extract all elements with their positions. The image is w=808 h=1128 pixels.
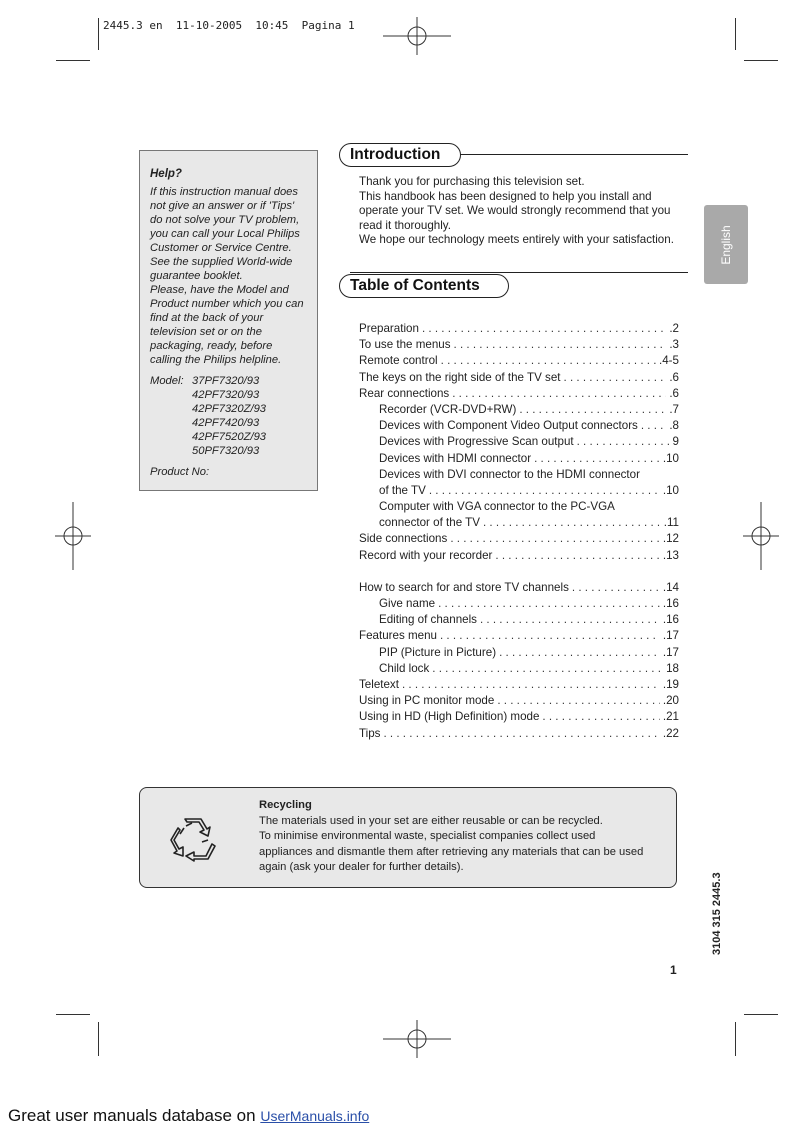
toc-leader <box>519 403 666 416</box>
toc-entry-label: Record with your recorder <box>359 548 493 562</box>
toc-entry-label: How to search for and store TV channels <box>359 580 569 594</box>
intro-line: read it thoroughly. <box>359 218 451 232</box>
table-of-contents <box>359 322 679 743</box>
intro-line: operate your TV set. We would strongly recommend that you <box>359 204 671 217</box>
toc-entry-page: .19 <box>662 677 679 691</box>
toc-entry[interactable] <box>359 710 679 726</box>
crop-mark <box>735 1022 736 1056</box>
page-number: 1 <box>670 963 677 977</box>
toc-entry[interactable] <box>359 597 679 613</box>
toc-entry[interactable] <box>359 354 679 370</box>
intro-line: We hope our technology meets entirely with your satisfaction. <box>359 233 674 246</box>
toc-entry[interactable] <box>359 678 679 694</box>
toc-heading: Table of Contents <box>339 274 509 298</box>
introduction-text <box>359 175 689 248</box>
toc-entry-page: .17 <box>662 629 679 643</box>
toc-entry-page: .12 <box>662 532 679 546</box>
toc-leader <box>480 613 660 626</box>
footer-text: Great user manuals database on <box>8 1106 261 1125</box>
crop-mark <box>98 18 99 50</box>
model-number: 42PF7320Z/93 <box>192 403 267 415</box>
registration-mark-icon <box>743 502 779 570</box>
model-number: 42PF7320/93 <box>192 389 260 401</box>
toc-entry-label: Devices with DVI connector to the HDMI connector <box>379 467 640 481</box>
toc-leader <box>497 694 660 707</box>
toc-entry-label: Preparation <box>359 322 419 335</box>
crop-mark <box>98 1022 99 1056</box>
toc-entry-page: .3 <box>669 338 679 352</box>
toc-entry-label: of the TV <box>379 483 426 497</box>
toc-entry[interactable] <box>359 403 679 419</box>
help-text: If this instruction manual does not give an answer or if 'Tips' do not solve your TV problem, you can call your Local Philips Customer or Service Centre. See the supplied World-wide guarantee booklet. <box>150 186 300 282</box>
toc-entry-label: Editing of channels <box>379 613 477 627</box>
toc-leader <box>495 549 659 562</box>
toc-entry-label: Recorder (VCR-DVD+RW) <box>379 402 517 416</box>
toc-leader <box>483 516 661 529</box>
product-number-label: Product No: <box>150 466 210 478</box>
toc-leader <box>452 387 666 400</box>
recycling-text <box>259 798 669 876</box>
toc-entry-label: PIP (Picture in Picture) <box>379 645 497 659</box>
toc-entry-label: Remote control <box>359 354 438 368</box>
model-list <box>150 374 307 458</box>
section-rule <box>350 272 688 273</box>
crop-mark <box>735 18 736 50</box>
toc-entry-label: Devices with Progressive Scan output <box>379 435 574 449</box>
toc-entry-label: Using in PC monitor mode <box>359 694 495 708</box>
toc-entry-label: Give name <box>379 597 436 610</box>
toc-entry-page: .20 <box>662 694 679 708</box>
print-header: 2445.3 en 11-10-2005 10:45 Pagina 1 <box>103 19 355 32</box>
language-tab <box>704 205 748 284</box>
document-code: 3104 315 2445.3 <box>711 872 723 955</box>
recycling-box <box>139 787 677 888</box>
crop-mark <box>744 60 778 61</box>
toc-entry-page: .17 <box>662 645 679 659</box>
toc-entry[interactable] <box>359 549 679 565</box>
toc-entry[interactable] <box>359 419 679 435</box>
toc-entry-page: .2 <box>669 322 679 335</box>
toc-leader <box>564 371 667 384</box>
help-box <box>139 150 318 491</box>
toc-entry-page: .7 <box>669 402 679 416</box>
toc-leader <box>499 646 660 659</box>
toc-entry[interactable] <box>359 629 679 645</box>
toc-entry-label: connector of the TV <box>379 516 480 530</box>
toc-leader <box>542 710 659 723</box>
toc-leader <box>577 435 670 448</box>
toc-entry-label: Child lock <box>379 661 430 675</box>
toc-entry[interactable] <box>359 613 679 629</box>
footer-banner <box>8 1106 369 1126</box>
toc-entry-page: .21 <box>662 710 679 724</box>
toc-entry-page: 18 <box>666 661 679 675</box>
toc-entry[interactable] <box>359 727 679 743</box>
recycle-icon <box>170 816 216 862</box>
toc-entry[interactable] <box>359 662 679 678</box>
toc-entry[interactable] <box>359 468 679 484</box>
language-tab-label: English <box>719 224 733 265</box>
toc-entry-label: Computer with VGA connector to the PC-VGA <box>379 500 615 514</box>
toc-entry-label: Devices with HDMI connector <box>379 451 532 465</box>
crop-mark <box>744 1014 778 1015</box>
toc-entry-label: Devices with Component Video Output connectors <box>379 419 638 433</box>
registration-mark-icon <box>383 17 451 55</box>
toc-entry-page: .6 <box>669 386 679 400</box>
intro-line: Thank you for purchasing this television set. <box>359 175 585 188</box>
toc-entry[interactable] <box>359 435 679 451</box>
toc-entry-page: .6 <box>669 370 679 384</box>
toc-entry-label: Features menu <box>359 629 437 643</box>
toc-entry[interactable] <box>359 694 679 710</box>
toc-leader <box>641 419 666 432</box>
registration-mark-icon <box>55 502 91 570</box>
toc-entry[interactable] <box>359 452 679 468</box>
toc-entry[interactable] <box>359 371 679 387</box>
help-title: Help? <box>150 168 182 180</box>
toc-leader <box>534 452 660 465</box>
model-number: 42PF7520Z/93 <box>192 431 267 443</box>
toc-leader <box>438 597 660 610</box>
toc-entry[interactable] <box>359 581 679 597</box>
toc-entry[interactable] <box>359 532 679 548</box>
toc-leader <box>402 678 660 691</box>
crop-mark <box>56 1014 90 1015</box>
crop-mark <box>56 60 90 61</box>
toc-leader <box>429 484 660 497</box>
toc-leader <box>450 532 660 545</box>
toc-entry-label: Rear connections <box>359 386 450 400</box>
recycling-line: To minimise environmental waste, specialist companies collect used <box>259 830 596 842</box>
recycling-line: again (ask your dealer for further details). <box>259 861 464 873</box>
toc-entry[interactable] <box>359 516 679 532</box>
toc-leader <box>422 322 666 335</box>
toc-entry-page: .4-5 <box>659 354 679 368</box>
toc-entry[interactable] <box>359 646 679 662</box>
toc-entry[interactable] <box>359 500 679 516</box>
recycling-line: The materials used in your set are either reusable or can be recycled. <box>259 814 603 827</box>
toc-entry-label: Tips <box>359 726 381 740</box>
toc-leader <box>454 338 667 351</box>
introduction-heading: Introduction <box>339 143 461 167</box>
model-number: 50PF7320/93 <box>192 445 260 457</box>
intro-line: This handbook has been designed to help you install and <box>359 189 652 203</box>
registration-mark-icon <box>383 1020 451 1058</box>
model-number: 42PF7420/93 <box>192 417 260 429</box>
toc-entry-page: .10 <box>662 451 679 465</box>
recycling-title: Recycling <box>259 799 312 811</box>
recycling-line: appliances and dismantle them after retrieving any materials that can be used <box>259 845 644 858</box>
toc-entry-label: Teletext <box>359 677 399 691</box>
toc-entry-page: .10 <box>662 483 679 497</box>
toc-entry-page: .11 <box>663 516 679 530</box>
toc-leader <box>572 581 660 594</box>
footer-link[interactable]: UserManuals.info <box>260 1108 370 1124</box>
toc-entry[interactable] <box>359 322 679 338</box>
toc-entry-page: .22 <box>662 726 679 740</box>
toc-entry-page: .14 <box>662 580 679 594</box>
toc-entry-page: .13 <box>662 548 679 562</box>
help-text: Please, have the Model and Product number which you can find at the back of your television set or on the packaging, ready, before calling the Philips helpline. <box>150 284 304 366</box>
toc-entry-page: .8 <box>669 419 679 433</box>
toc-entry-label: Using in HD (High Definition) mode <box>359 710 540 724</box>
toc-leader <box>383 727 659 740</box>
toc-entry-page: .16 <box>662 613 679 627</box>
model-number: 37PF7320/93 <box>192 375 260 387</box>
toc-entry-label: Side connections <box>359 532 448 546</box>
toc-entry-label: To use the menus <box>359 338 451 352</box>
toc-entry[interactable] <box>359 484 679 500</box>
toc-leader <box>441 354 656 367</box>
toc-entry-page: 9 <box>672 435 679 449</box>
toc-entry[interactable] <box>359 338 679 354</box>
toc-entry-label: The keys on the right side of the TV set <box>359 370 561 384</box>
toc-entry-page: .16 <box>662 597 679 610</box>
toc-entry[interactable] <box>359 387 679 403</box>
toc-leader <box>432 662 663 675</box>
toc-leader <box>440 629 660 642</box>
model-label: Model: <box>150 375 184 387</box>
